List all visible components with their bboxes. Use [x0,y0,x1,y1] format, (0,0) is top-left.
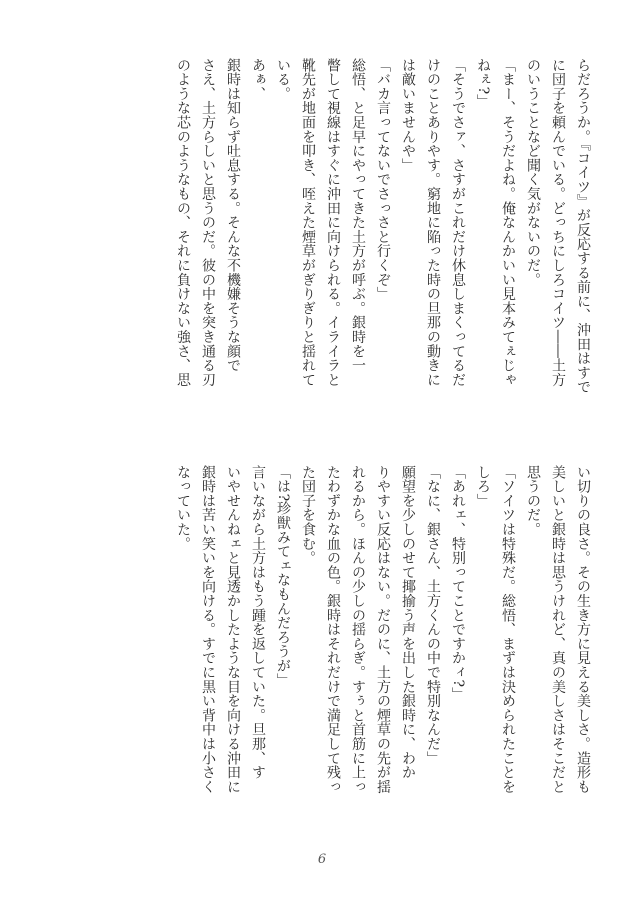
text-line: 銀時は知らず吐息する。そんな不機嫌そうな顔で [225,58,241,373]
text-line: た団子を食む。 [300,465,316,566]
text-line: 思うのだ。 [525,465,541,537]
text-line: 「なに、銀さん、土方くんの中で特別なんだ」 [425,465,441,766]
text-line: 願望を少しのせて揶揄う声を出した銀時に、わか [400,465,416,780]
text-line: 「は?珍獣みてェなもんだろうが」 [275,465,291,688]
text-line: さえ、土方らしいと思うのだ。彼の中を突き通る刃 [200,58,216,387]
text-line: のような芯のようなもの、それに負けない強さ、思 [175,58,191,387]
text-line: 美しいと銀時は思うけれど、真の美しさはそこだと [550,465,566,794]
text-line: けのことありやす。窮地に陥った時の旦那の動きに [425,58,441,387]
text-block-bottom [45,465,595,840]
text-line: いやせんねェと見透かしたような目を向ける沖田に [225,465,241,794]
text-line: ねぇ?」 [475,58,491,109]
text-line: たわずかな血の色。銀時はそれだけで満足して残っ [325,465,341,794]
text-line: い切りの良さ。その生き方に見える美しさ。造形も [575,465,591,794]
text-line: しろ」 [475,465,491,508]
text-line: 瞥して視線はすぐに沖田に向けられる。イライラと [325,58,341,387]
text-line: なっていた。 [175,465,191,551]
text-line: りやすい反応はない。だのに、土方の煙草の先が揺 [375,465,391,794]
page-number: 6 [317,852,327,867]
text-line: 「バカ言ってないでさっさと行くぞ」 [375,58,391,302]
text-line: 「あれェ、特別ってことですかィ?」 [450,465,466,702]
text-line: 総悟、と足早にやってきた土方が呼ぶ。銀時を一 [350,58,366,373]
text-line: 銀時は苦い笑いを向ける。すでに黒い背中は小さく [200,465,216,794]
text-line: 「ソイツは特殊だ。総悟、まずは決められたことを [500,465,516,794]
text-line: いる。 [275,58,291,101]
text-line: 「まー、そうだよね。俺なんかいい見本みてぇじゃ [500,58,516,387]
text-line: 言いながら土方はもう踵を返していた。旦那、す [250,465,266,780]
text-line: は敵いませんや」 [400,58,416,173]
text-line: のいうことなど聞く気がないのだ。 [525,58,541,287]
text-line: に団子を頼んでいる。どっちにしろコイツ――土方 [550,58,566,387]
text-line: 「そうでさァ、さすがこれだけ休息しまくってるだ [450,58,466,387]
text-line: あぁ、 [250,58,266,101]
text-line: らだろうか。『コイツ』が反応する前に、沖田はすで [575,58,591,395]
text-line: れるから。ほんの少しの揺らぎ。すぅと首筋に上っ [350,465,366,794]
text-block-top [45,58,595,423]
text-line: 靴先が地面を叩き、咥えた煙草がぎりぎりと揺れて [300,58,316,387]
